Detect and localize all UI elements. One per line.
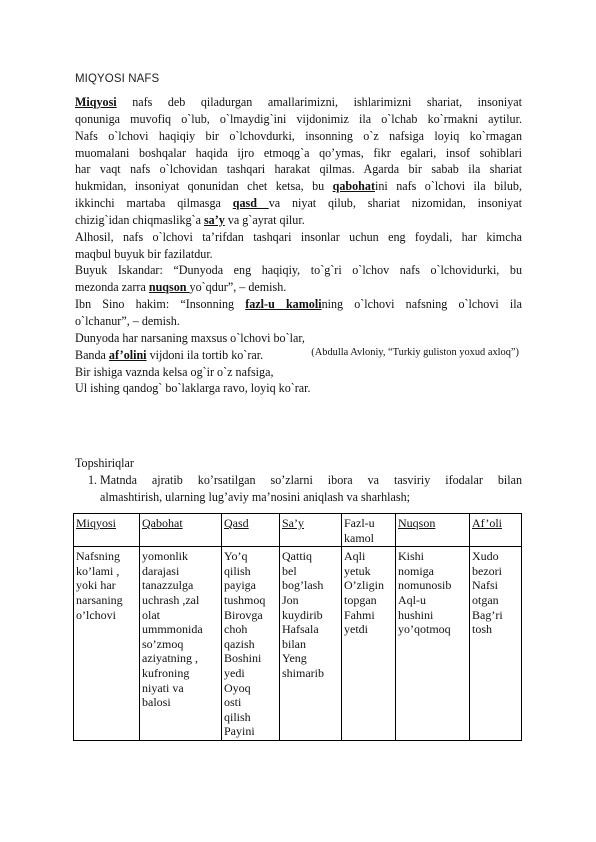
body-line <box>75 330 522 347</box>
cell-line: Birovga <box>224 607 263 622</box>
body-text-segment: muomalani boshqalar haqida ijro etmoqg`a qo’ymas, fikr egalari, insof sohiblari <box>75 145 522 160</box>
table-header-cell <box>396 514 470 547</box>
cell-line: payiga <box>224 578 256 593</box>
body-line <box>75 195 522 212</box>
body-text-segment: va g`ayrat qilur. <box>224 212 305 227</box>
body-text-segment: Alhosil, nafs o`lchovi ta’rifdan tashqari insonlar uchun eng foydali, har kimcha <box>75 229 522 244</box>
cell-line: Oyoq <box>224 680 251 695</box>
body-text-segment: ning o`lchovi nafsning o`lchovi ila <box>321 297 522 312</box>
cell-line: O’zligin <box>344 578 384 593</box>
body-text-segment: Bir ishiga vaznda kelsa og`ir o`z nafsiga, <box>75 364 274 379</box>
body-line <box>75 313 522 330</box>
table-cell <box>280 547 342 741</box>
body-line <box>75 128 522 145</box>
body-text-segment: Nafs o`lchovi haqiqiy bir o`lchovdurki, insonning o`z nafsiga loyiq ko`rmagan <box>75 128 522 143</box>
header-label: kamol <box>344 530 374 545</box>
cell-line: yetuk <box>344 563 371 578</box>
body-line <box>75 94 522 111</box>
body-line <box>75 279 522 296</box>
cell-line: bezori <box>472 563 502 578</box>
task-item-number: 1. <box>88 473 98 487</box>
body-text-segment: va niyat qilub, shariat nizomidan, insoniyat <box>268 196 522 211</box>
cell-line: qilish <box>224 709 251 724</box>
highlighted-term: sa’y <box>203 212 225 227</box>
cell-line: niyati va <box>142 680 184 695</box>
cell-line: yo’qotmoq <box>398 622 451 637</box>
vocabulary-table <box>73 513 522 741</box>
cell-line: tosh <box>472 622 493 637</box>
table-cell <box>74 547 140 741</box>
cell-line: Kishi <box>398 549 425 564</box>
table-header-cell <box>342 514 396 547</box>
header-label: Qasd <box>224 516 249 530</box>
cell-line: osti <box>224 695 242 710</box>
table-row <box>74 547 522 741</box>
cell-line: Hafsala <box>282 622 319 637</box>
table-header-cell <box>280 514 342 547</box>
task-item-line: Matnda ajratib ko’rsatilgan so’zlarni ibora va tasviriy ifodalar bilan <box>100 473 522 487</box>
cell-line: Qattiq <box>282 549 312 564</box>
body-text-segment: maqbul buyuk bir fazilatdur. <box>75 246 213 261</box>
body-line <box>75 178 522 195</box>
header-label: Miqyosi <box>76 516 117 530</box>
header-label: Fazl-u <box>344 516 375 530</box>
cell-line: bilan <box>282 636 306 651</box>
task-item-line: almashtirish, ularning lug’aviy ma’nosini aniqlash va sharhlash; <box>100 490 411 504</box>
body-line <box>75 229 522 246</box>
body-text-segment: chizig`idan chiqmaslikg`a <box>75 212 204 227</box>
cell-line: nomiga <box>398 563 434 578</box>
cell-line: qazish <box>224 636 255 651</box>
body-text-segment: hukmidan, insoniyat qonunidan chet ketsa, bu <box>75 179 333 194</box>
document-heading: MIQYOSI NAFS <box>75 73 160 85</box>
cell-line: shimarib <box>282 665 324 680</box>
cell-line: Boshini <box>224 651 262 666</box>
cell-line: ko’lami , <box>76 563 120 578</box>
cell-line: bog’lash <box>282 578 324 593</box>
cell-line: o’lchovi <box>76 607 116 622</box>
cell-line: otgan <box>472 592 499 607</box>
table-header-row <box>74 514 522 547</box>
cell-line: Aql-u <box>398 592 426 607</box>
cell-line: kuydirib <box>282 607 323 622</box>
cell-line: yomonlik <box>142 549 189 564</box>
table-cell <box>222 547 280 741</box>
body-line <box>75 212 522 229</box>
body-line <box>75 161 522 178</box>
table-header-cell <box>140 514 222 547</box>
body-line <box>75 111 522 128</box>
cell-line: ummmonida <box>142 622 203 637</box>
body-line <box>75 364 522 381</box>
body-text-segment: nafs deb qiladurgan amallarimizni, ishlarimizni shariat, insoniyat <box>116 95 522 109</box>
cell-line: Yo’q <box>224 549 248 564</box>
table-cell <box>396 547 470 741</box>
table-header-cell <box>470 514 522 547</box>
body-text-segment: ini nafs o`lchovi ila bilub, <box>374 179 522 194</box>
cell-line: uchrash ,zal <box>142 592 200 607</box>
cell-line: Payini <box>224 724 255 739</box>
cell-line: nomunosib <box>398 578 452 593</box>
cell-line: Jon <box>282 592 299 607</box>
body-line <box>75 246 522 263</box>
cell-line: Xudo <box>472 549 499 564</box>
cell-line: aziyatning , <box>142 651 198 666</box>
cell-line: tanazzulga <box>142 578 194 593</box>
citation: (Abdulla Avloniy, “Turkiy guliston yoxud axloq”) <box>311 347 519 358</box>
body-text-segment: Ul ishing qandog` bo`laklarga ravo, loyiq ko`rar. <box>75 381 311 396</box>
header-label: Af’oli <box>472 516 502 530</box>
cell-line: tushmoq <box>224 592 266 607</box>
cell-line: qilish <box>224 563 251 578</box>
cell-line: Nafsi <box>472 578 498 593</box>
body-text-segment: mezonda zarra <box>75 280 149 295</box>
body-text-segment: yo`qdur”, – demish. <box>189 280 287 295</box>
body-line <box>75 262 522 279</box>
body-text-segment: Dunyoda har narsaning maxsus o`lchovi bo`lar, <box>75 330 305 345</box>
table-cell <box>342 547 396 741</box>
header-label: Nuqson <box>398 516 436 530</box>
cell-line: Nafsning <box>76 549 120 564</box>
body-text-segment: vijdoni ila tortib ko`rar. <box>146 347 264 362</box>
body-text-segment: ikkinchi martaba qilmasga <box>75 196 233 211</box>
cell-line: yedi <box>224 665 245 680</box>
body-text-segment: qonuniga muvofiq o`lub, o`lmaydig`ini vijdonimiz ila o`lchab ko`rmakni aytilur. <box>75 111 522 126</box>
cell-line: topgan <box>344 592 377 607</box>
cell-line: Fahmi <box>344 607 375 622</box>
cell-line: so’zmoq <box>142 636 184 651</box>
highlighted-term: qasd <box>232 196 269 211</box>
cell-line: Yeng <box>282 651 307 666</box>
table-header-cell <box>74 514 140 547</box>
highlighted-term: Miqyosi <box>75 95 117 109</box>
highlighted-term: qabohat <box>332 179 375 194</box>
body-line <box>75 380 522 397</box>
cell-line: Aqli <box>344 549 366 564</box>
highlighted-term: af’olini <box>108 347 147 362</box>
table-cell <box>140 547 222 741</box>
task-item-1 <box>88 472 522 506</box>
header-label: Qabohat <box>142 516 183 530</box>
body-line <box>75 296 522 313</box>
table-cell <box>470 547 522 741</box>
highlighted-term: nuqson <box>148 280 190 295</box>
body-line <box>75 145 522 162</box>
cell-line: choh <box>224 622 248 637</box>
body-text-segment: o`lchanur”, – demish. <box>75 313 180 328</box>
table-header-cell <box>222 514 280 547</box>
cell-line: hushini <box>398 607 434 622</box>
cell-line: kufroning <box>142 665 190 680</box>
highlighted-term: fazl-u kamoli <box>245 297 322 312</box>
cell-line: olat <box>142 607 160 622</box>
cell-line: darajasi <box>142 563 180 578</box>
body-text-segment: Ibn Sino hakim: “Insonning <box>75 297 246 312</box>
cell-line: yetdi <box>344 622 368 637</box>
body-text-segment: Buyuk Iskandar: “Dunyoda eng haqiqiy, to`g`ri o`lchov nafs o`lchovidurki, bu <box>75 263 522 278</box>
cell-line: yoki har <box>76 578 116 593</box>
cell-line: Bag’ri <box>472 607 503 622</box>
cell-line: balosi <box>142 695 171 710</box>
cell-line: bel <box>282 563 297 578</box>
tasks-title: Topshiriqlar <box>75 456 134 470</box>
body-text-segment: har vaqt nafs o`lchovidan tashqari harakat qilmas. Agarda bir sabab ila shariat <box>75 162 522 177</box>
header-label: Sa’y <box>282 516 304 530</box>
cell-line: narsaning <box>76 592 123 607</box>
body-text-segment: Banda <box>75 347 109 362</box>
